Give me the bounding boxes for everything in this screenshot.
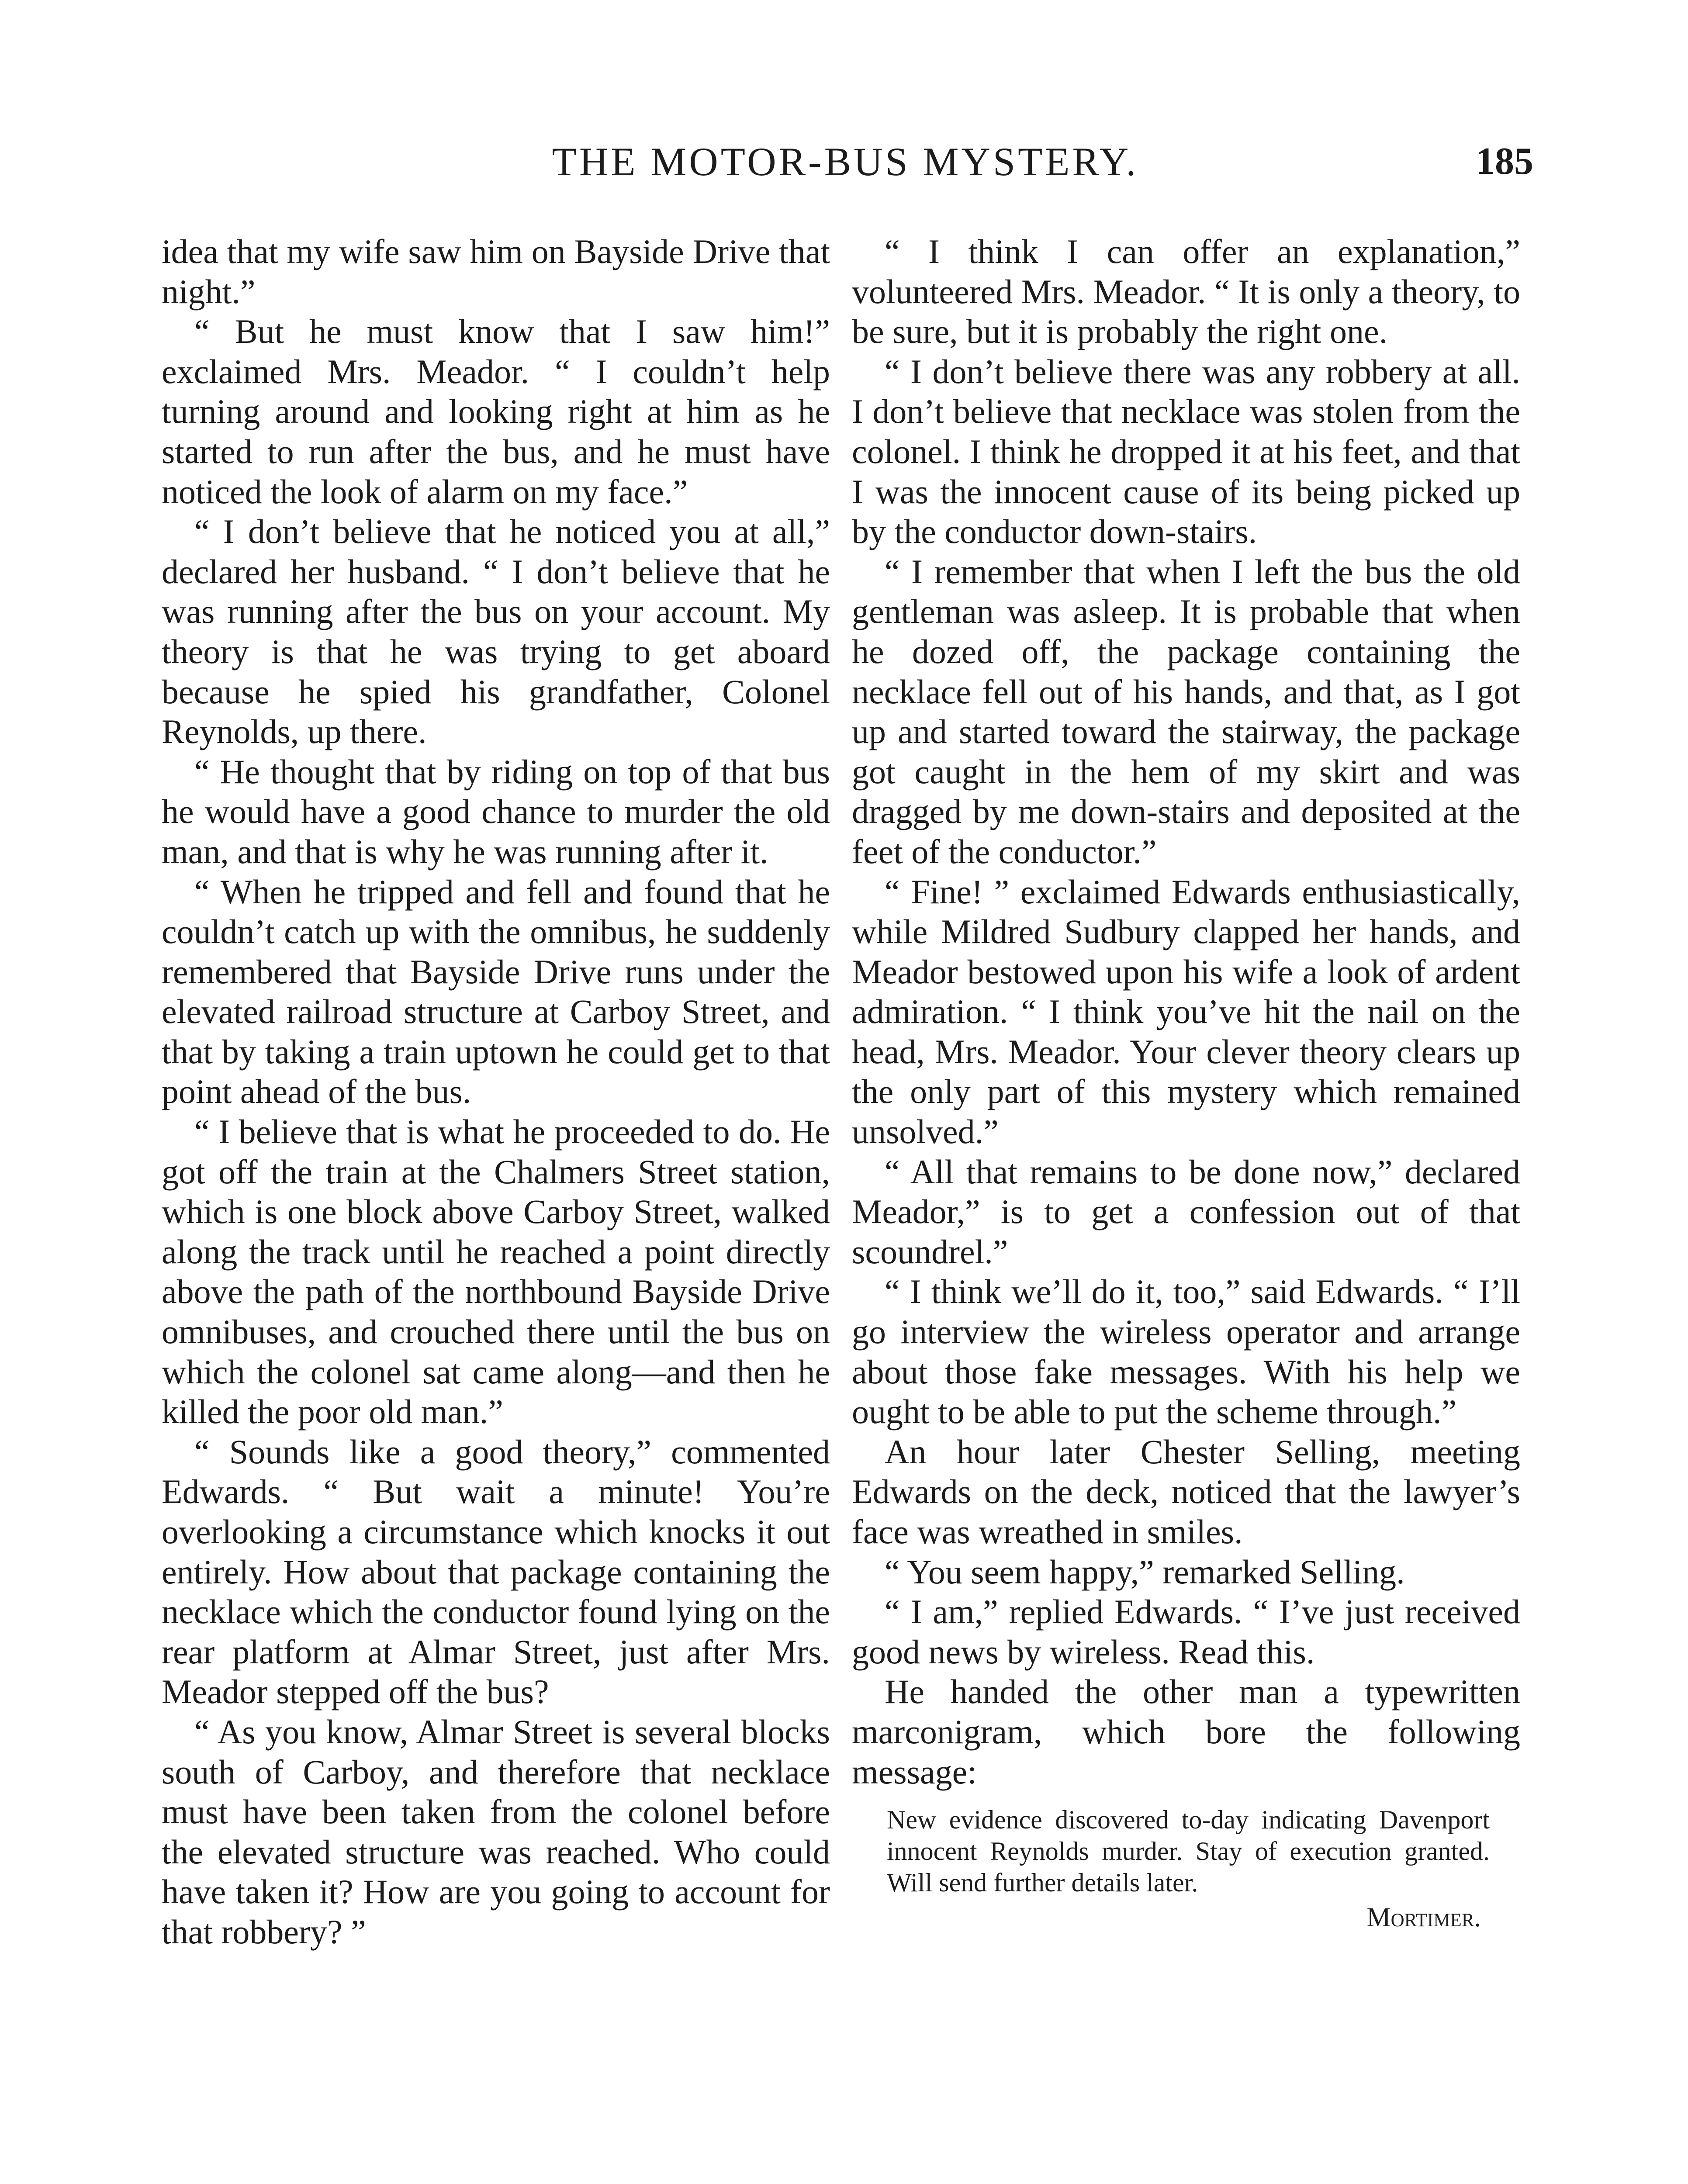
paragraph: “ He thought that by riding on top of that bus he would have a good chance to murder the old man, and that is why he was running after it. [162,752,830,871]
paragraph: “ Fine! ” exclaimed Edwards enthusiastically, while Mildred Sudbury clapped her hands, and Meador bestowed upon his wife a look of ardent admiration. “ I think you’ve hit the nail on the head, Mrs. Meador. Your clever theory clears up the only part of this mystery which remained unsolved.” [852,872,1520,1151]
paragraph: “ I think we’ll do it, too,” said Edwards. “ I’ll go interview the wireless operator and arrange about those fake messages. With his help we ought to be able to put the scheme through.” [852,1272,1520,1431]
page-number: 185 [1476,140,1533,183]
paragraph: An hour later Chester Selling, meeting Edwards on the deck, noticed that the lawyer’s face was wreathed in smiles. [852,1432,1520,1551]
marconigram-body: New evidence discovered to-day indicating Davenport innocent Reynolds murder. Stay of execution granted. Will send further details later. [887,1805,1490,1897]
right-column [852,232,1520,1935]
paragraph: “ I am,” replied Edwards. “ I’ve just received good news by wireless. Read this. [852,1593,1520,1671]
paragraph: “ I don’t believe that he noticed you at all,” declared her husband. “ I don’t believe that he was running after the bus on your account. My theory is that he was trying to get aboard because he spied his grandfather, Colonel Reynolds, up there. [162,512,830,751]
left-column [162,232,830,1952]
paragraph: He handed the other man a typewritten marconigram, which bore the following message: [852,1673,1520,1791]
paragraph: “ I believe that is what he proceeded to do. He got off the train at the Chalmers Street station, which is one block above Carboy Street, walked along the track until he reached a point directly above the path of the northbound Bayside Drive omnibuses, and crouched there until the bus on which the colonel sat came along—and then he killed the poor old man.” [162,1113,830,1431]
marconigram [887,1804,1490,1935]
marconigram-signature: Mortimer. [1366,1903,1481,1933]
paragraph: “ Sounds like a good theory,” commented Edwards. “ But wait a minute! You’re overlooking a circumstance which knocks it out entirely. How about that package containing the necklace which the conductor found lying on the rear platform at Almar Street, just after Mrs. Meador stepped off the bus? [162,1432,830,1711]
paragraph: “ I don’t believe there was any robbery at all. I don’t believe that necklace was stolen from the colonel. I think he dropped it at his feet, and that I was the innocent cause of its being picked up by the conductor down-stairs. [852,352,1520,551]
running-title: THE MOTOR-BUS MYSTERY. [552,139,1139,184]
paragraph: idea that my wife saw him on Bayside Drive that night.” [162,232,830,311]
paragraph: “ When he tripped and fell and found that he couldn’t catch up with the omnibus, he suddenly remembered that Bayside Drive runs under the elevated railroad structure at Carboy Street, and that by taking a train uptown he could get to that point ahead of the bus. [162,872,830,1111]
paragraph: “ I think I can offer an explanation,” volunteered Mrs. Meador. “ It is only a theory, to be sure, but it is probably the right one. [852,232,1520,351]
paragraph: “ I remember that when I left the bus the old gentleman was asleep. It is probable that when he dozed off, the package containing the necklace fell out of his hands, and that, as I got up and started toward the stairway, the package got caught in the hem of my skirt and was dragged by me down-stairs and deposited at the feet of the conductor.” [852,552,1520,871]
paragraph: “ As you know, Almar Street is several blocks south of Carboy, and therefore that necklace must have been taken from the colonel before the elevated structure was reached. Who could have taken it? How are you going to account for that robbery? ” [162,1712,830,1951]
paragraph: “ But he must know that I saw him!” exclaimed Mrs. Meador. “ I couldn’t help turning around and looking right at him as he started to run after the bus, and he must have noticed the look of alarm on my face.” [162,312,830,511]
page-header [157,131,1533,192]
paragraph: “ You seem happy,” remarked Selling. [885,1552,1405,1591]
paragraph: “ All that remains to be done now,” declared Meador,” is to get a confession out of that scoundrel.” [852,1152,1520,1271]
